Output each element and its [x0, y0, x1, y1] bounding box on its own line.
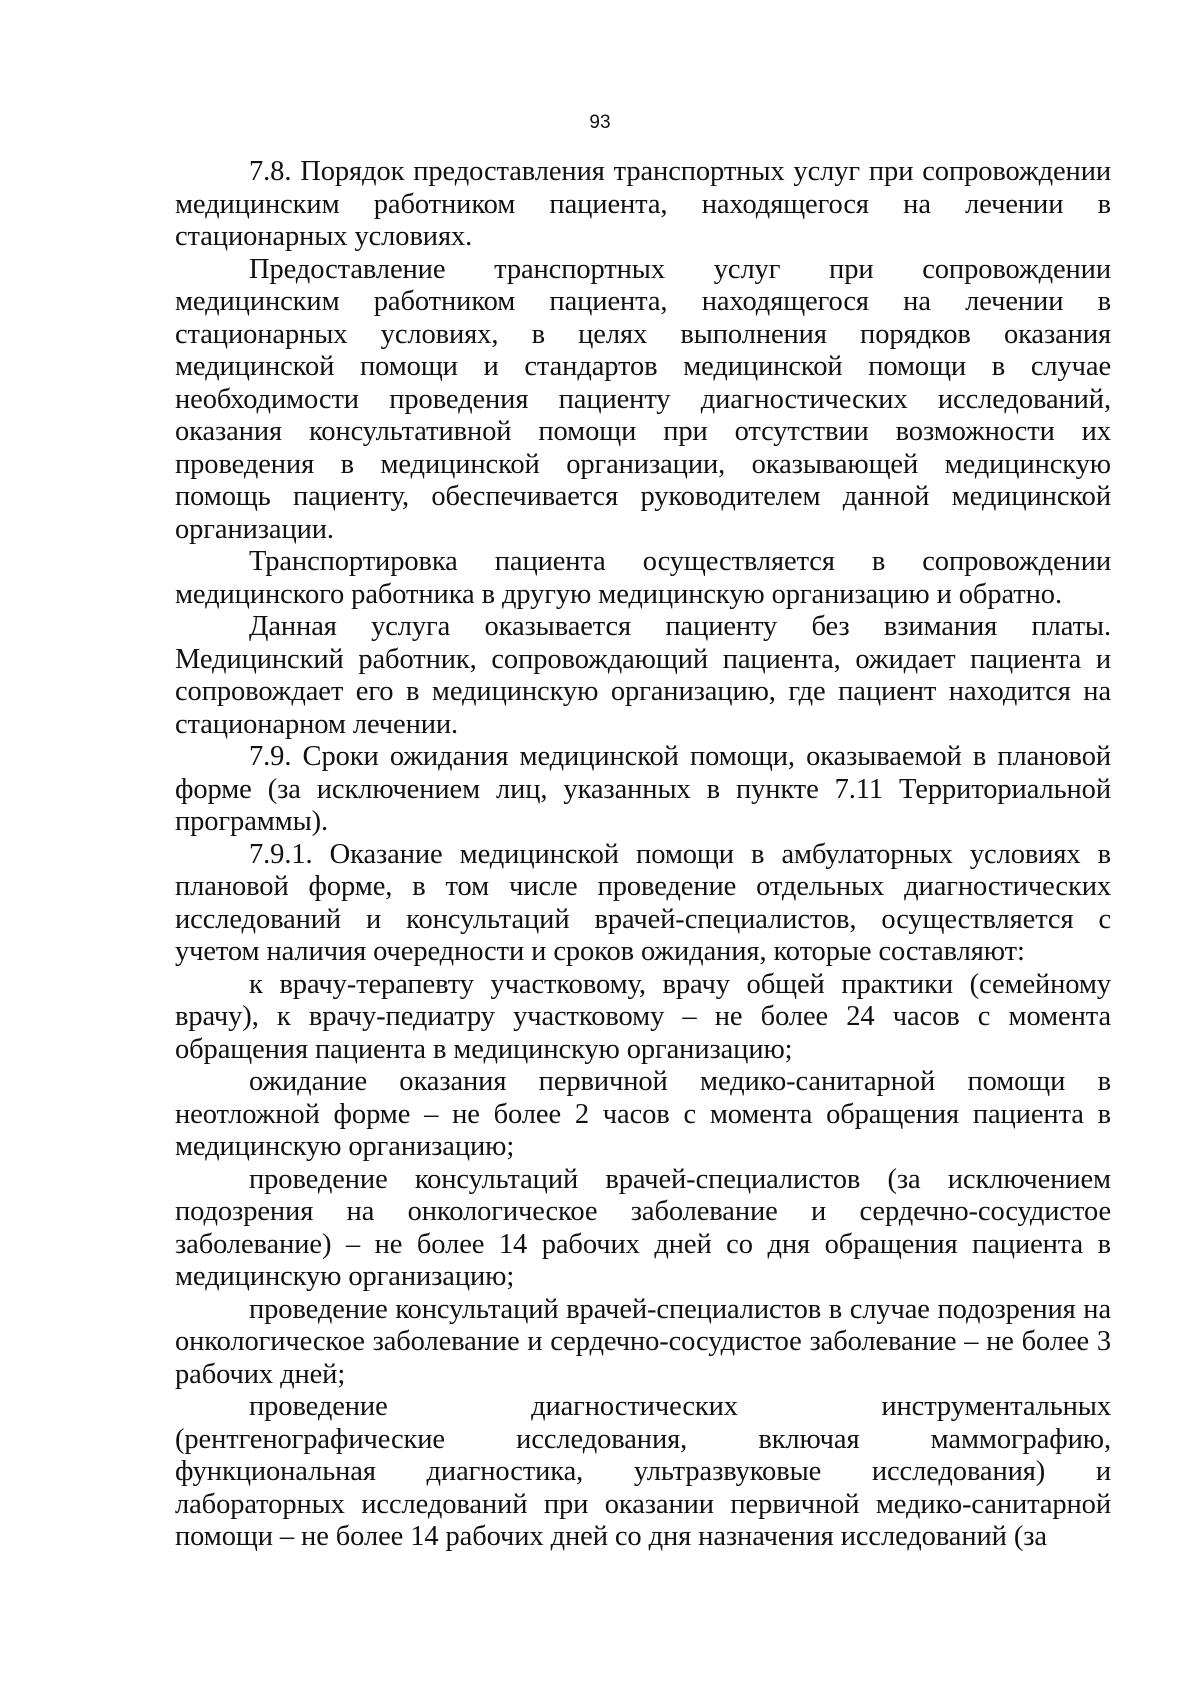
- paragraph-7-8-heading: 7.8. Порядок предоставления транспортных услуг при сопровождении медицинским работником пациента, находящегося на лечении в стационарных условиях.: [175, 156, 1111, 252]
- paragraph-transport-services: Предоставление транспортных услуг при сопровождении медицинским работником пациента, находящегося на лечении в стационарных условиях, в целях выполнения порядков оказания медицинской помощи и стандартов медицинской помощи в случае необходимости проведения пациенту диагностических исследований, оказания консультативной помощи при отсутствии возможности их проведения в медицинской организации, оказывающей медицинскую помощь пациенту, обеспечивается руководителем данной медицинской организации.: [175, 253, 1111, 545]
- paragraph-transportation: Транспортировка пациента осуществляется в сопровождении медицинского работника в другую медицинскую организацию и обратно.: [175, 546, 1111, 610]
- paragraph-urgent-wait: ожидание оказания первичной медико-санитарной помощи в неотложной форме – не более 2 часов с момента обращения пациента в медицинскую организацию;: [175, 1066, 1111, 1162]
- paragraph-specialist-consult: проведение консультаций врачей-специалистов (за исключением подозрения на онкологическое заболевание и сердечно-сосудистое заболевание) – не более 14 рабочих дней со дня обращения пациента в медицинскую организацию;: [175, 1163, 1111, 1292]
- page-number: 93: [589, 112, 611, 133]
- paragraph-oncology-consult: проведение консультаций врачей-специалистов в случае подозрения на онкологическое заболевание и сердечно-сосудистое заболевание – не более 3 рабочих дней;: [175, 1293, 1111, 1390]
- paragraph-7-9-heading: 7.9. Сроки ожидания медицинской помощи, оказываемой в плановой форме (за исключением лиц, указанных в пункте 7.11 Территориальной программы).: [175, 741, 1111, 837]
- document-body: [175, 156, 1111, 1554]
- paragraph-diagnostics: проведение диагностических инструментальных (рентгенографические исследования, включая маммографию, функциональная диагностика, ультразвуковые исследования) и лабораторных исследований при оказании первичной медико-санитарной помощи – не более 14 рабочих дней со дня назначения исследований (за: [175, 1391, 1111, 1552]
- paragraph-7-9-1: 7.9.1. Оказание медицинской помощи в амбулаторных условиях в плановой форме, в том числе проведение отдельных диагностических исследований и консультаций врачей-специалистов, осуществляется с учетом наличия очередности и сроков ожидания, которые составляют:: [175, 838, 1111, 967]
- paragraph-therapist-wait: к врачу-терапевту участковому, врачу общей практики (семейному врачу), к врачу-педиатру участковому – не более 24 часов с момента обращения пациента в медицинскую организацию;: [175, 968, 1111, 1065]
- paragraph-free-service: Данная услуга оказывается пациенту без взимания платы. Медицинский работник, сопровождающий пациента, ожидает пациента и сопровождает его в медицинскую организацию, где пациент находится на стационарном лечении.: [175, 611, 1111, 740]
